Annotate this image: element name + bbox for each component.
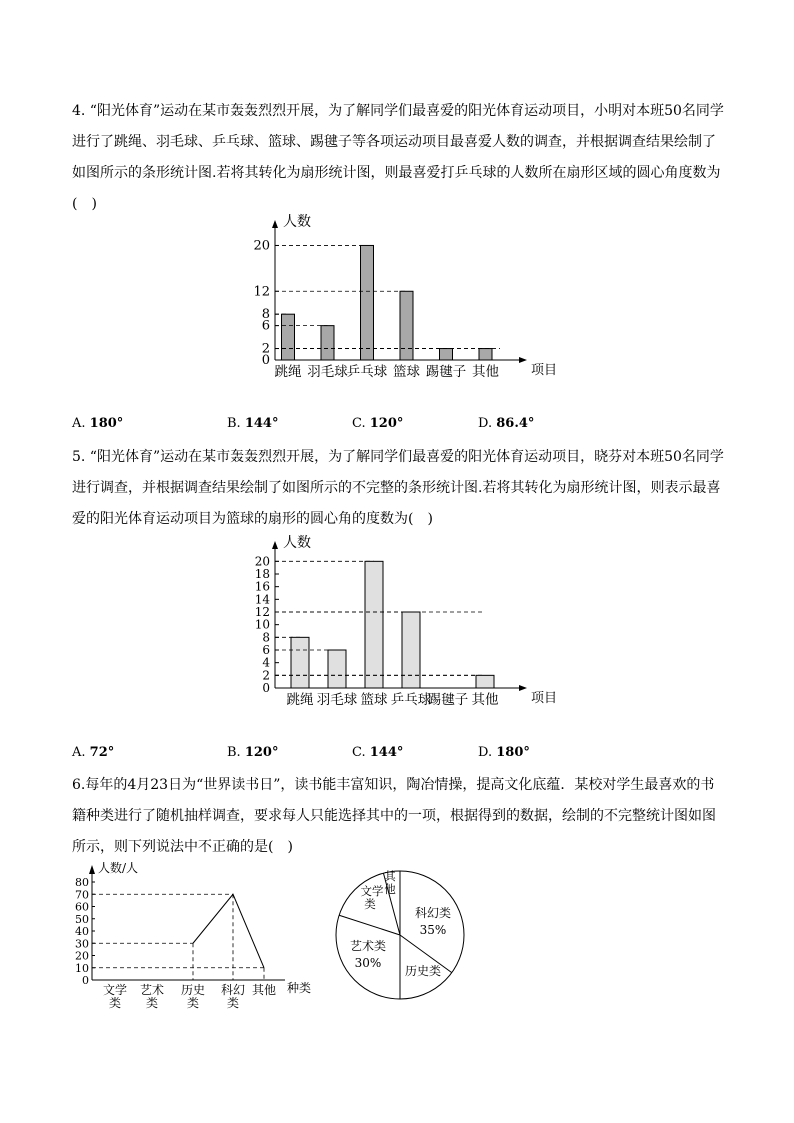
q4-option-b[interactable]: B. 144° [227,416,279,431]
bar-篮球 [400,291,413,360]
y-tick-label: 30 [75,937,89,951]
x-tick-label: 踢毽子 [425,364,467,380]
x-tick-label: 其他 [251,983,277,997]
bar-其他 [479,349,492,360]
y-tick-label: 12 [253,284,270,300]
x-axis-label: 项目 [531,363,558,378]
x-tick-label: 其他 [471,692,499,708]
y-tick-label: 10 [254,617,270,632]
y-axis-label: 人数/人 [98,861,139,875]
x-tick-label: 羽毛球 [316,692,358,708]
x-tick-label: 文学 [102,983,128,997]
bar-踢毽子 [440,349,453,360]
slice-label: 艺术类 [349,939,387,953]
q5-option-c[interactable]: C. 144° [352,745,404,760]
bar-羽毛球 [328,650,346,688]
y-axis-arrow [89,865,95,874]
y-axis-arrow [272,220,278,228]
slice-label: 历史类 [404,964,442,978]
x-tick-label: 乒乓球 [390,692,432,708]
y-tick-label: 14 [254,592,270,607]
bar-chart-q4 [240,215,560,385]
y-tick-label: 20 [253,238,270,254]
x-tick-label: 跳绳 [274,364,302,380]
bar-乒乓球 [402,612,420,688]
series-line [193,894,264,968]
y-tick-label: 6 [262,643,270,657]
y-tick-label: 0 [261,353,270,368]
y-tick-label: 70 [75,888,89,902]
question-4-text: 4. “阳光体育”运动在某市轰轰烈烈开展，为了解同学们最喜爱的阳光体育运动项目，小明对本班50名同学进行了跳绳、羽毛球、乒乓球、篮球、踢毽子等各项运动项目最喜爱人数的调查，并根据调查结果绘制了如图所示的条形统计图.若将其转化为扇形统计图，则最喜爱打乒乓球的人数所在扇形区域的圆心角度数为( ) [72,103,724,212]
y-tick-label: 12 [254,605,270,619]
q5-option-a[interactable]: A. 72° [72,745,115,760]
x-tick-label: 其他 [472,364,499,380]
question-6-text: 6.每年的4月23日为“世界读书日”，读书能丰富知识，陶冶情操，提高文化底蕴．某校对学生最喜欢的书籍种类进行了随机抽样调查，要求每人只能选择其中的一项，根据得到的数据，绘制的不完整统计图如图所示，则下列说法中不正确的是( ) [72,777,716,855]
x-axis-label: 项目 [531,691,558,706]
y-axis-arrow [272,541,278,549]
x-tick-label: 科幻 [220,983,246,997]
y-tick-label: 10 [75,961,89,975]
y-tick-label: 8 [261,307,270,323]
y-axis-label: 人数 [283,535,311,551]
slice-label: 科幻类 [414,906,452,920]
slice-value: 30% [354,956,382,970]
y-tick-label: 20 [254,554,270,569]
q4-option-d[interactable]: D. 86.4° [478,416,535,431]
x-tick-label: 篮球 [360,692,388,708]
y-tick-label: 8 [262,630,270,645]
x-tick-label: 类 [226,996,240,1010]
y-tick-label: 80 [75,876,89,889]
x-tick-label: 篮球 [393,364,420,380]
y-tick-label: 4 [262,655,270,670]
slice-label: 文学 [360,884,384,898]
y-tick-label: 40 [75,925,89,938]
pie-chart-q6 [330,860,480,1010]
y-tick-label: 60 [75,900,89,914]
bar-chart-q5 [240,535,560,715]
y-tick-label: 0 [82,974,89,987]
x-tick-label: 踢毽子 [427,692,469,708]
x-axis-label: 种类 [287,981,312,995]
question-5-text: 5. “阳光体育”运动在某市轰轰烈烈开展，为了解同学们最喜爱的阳光体育运动项目，晓芬对本班50名同学进行调查，并根据调查结果绘制了如图所示的不完整的条形统计图.若将其转化为扇形统计图，则表示最喜爱的阳光体育运动项目为篮球的扇形的圆心角的度数为( ) [72,449,724,527]
slice-label: 其 [384,869,396,883]
x-tick-label: 类 [145,996,159,1010]
bar-跳绳 [291,637,309,688]
bar-篮球 [365,561,383,688]
q5-option-b[interactable]: B. 120° [227,745,279,760]
y-axis-label: 人数 [283,214,311,230]
slice-label: 类 [364,897,376,911]
y-tick-label: 16 [254,579,270,594]
q5-option-d[interactable]: D. 180° [478,745,530,760]
x-tick-label: 跳绳 [286,692,314,708]
bar-其他 [476,675,494,688]
x-tick-label: 历史 [180,983,206,997]
x-tick-label: 类 [186,996,200,1010]
bar-乒乓球 [361,245,374,360]
bar-跳绳 [282,314,295,360]
y-tick-label: 50 [75,912,89,926]
line-chart-q6 [70,860,330,1035]
y-tick-label: 18 [254,567,270,581]
x-tick-label: 乒乓球 [346,364,388,380]
x-axis-arrow [519,685,527,691]
x-axis-arrow [519,357,527,363]
bar-羽毛球 [321,326,334,360]
x-tick-label: 类 [108,996,122,1010]
y-tick-label: 2 [262,668,270,683]
y-tick-label: 2 [261,341,270,357]
y-tick-label: 0 [262,681,270,695]
q4-option-c[interactable]: C. 120° [352,416,404,431]
slice-label: 他 [384,882,396,896]
x-tick-label: 艺术 [139,983,165,997]
slice-value: 35% [419,923,447,937]
x-tick-label: 羽毛球 [307,364,348,380]
y-tick-label: 6 [261,318,270,334]
q4-option-a[interactable]: A. 180° [72,416,124,431]
y-tick-label: 20 [75,949,89,963]
